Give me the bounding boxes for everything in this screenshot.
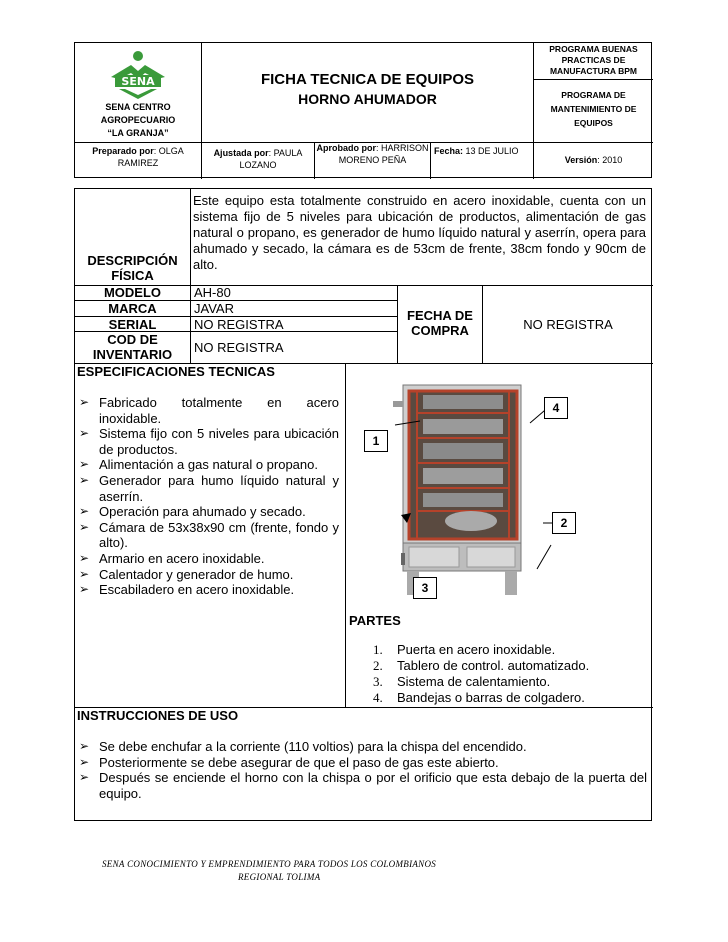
prepared-by: Preparado por: OLGA RAMIREZ [92,146,184,168]
spec-item [75,567,339,583]
serial-label: SERIAL [108,317,157,332]
spec-item-text: Escabiladero en acero inoxidable. [99,582,295,598]
spec-item-text: Sistema fijo con 5 niveles para ubicación de productos. [99,426,339,457]
footer-region: REGIONAL TOLIMA [238,872,321,882]
technical-sheet [74,188,652,821]
callout-4: 4 [544,397,568,419]
model-value: AH-80 [194,285,231,300]
parts-list [373,642,589,706]
model-label: MODELO [103,285,162,300]
arrow-bullet-icon: ➢ [79,550,90,565]
part-number: 3. [373,674,383,689]
date: Fecha: 13 DE JULIO [434,146,519,156]
footer-slogan: SENA CONOCIMIENTO Y EMPRENDIMIENTO PARA TODOS LOS COLOMBIANOS [102,859,437,869]
arrow-bullet-icon: ➢ [79,472,90,487]
spec-item-text: Calentador y generador de humo. [99,566,294,582]
inventory-label: COD DE INVENTARIO [92,332,173,362]
inventory-value: NO REGISTRA [194,340,284,355]
spec-item-text: Armario en acero inoxidable. [99,550,265,566]
arrow-bullet-icon: ➢ [79,457,90,472]
sena-logo [105,49,171,101]
spec-item [75,473,339,504]
adjusted-by: Ajustada por: PAULA LOZANO [213,148,303,170]
arrow-bullet-icon: ➢ [79,770,90,785]
part-text: Bandejas o barras de colgadero. [397,690,585,705]
description-label: DESCRIPCIÓN FÍSICA [87,253,178,283]
part-text: Puerta en acero inoxidable. [397,642,556,657]
part-item [373,674,589,690]
part-item [373,658,589,674]
spec-item [75,504,339,520]
page-title: FICHA TECNICA DE EQUIPOS [260,71,475,88]
version: Versión: 2010 [564,155,623,165]
description-text: Este equipo esta totalmente construido en acero inoxidable, cuenta con un sistema fijo de 5 niveles para ubicación de productos, alimentación de gas natural o propano, es generador de humo líquido natural y aserrín, opera para ahumado y secado, la cámara es de 53cm de frente, 38cm fondo y 90cm de alto. [193,193,646,272]
spec-item [75,582,339,598]
callout-arrows [365,383,625,603]
parts-title: PARTES [349,613,401,628]
spec-item-text: Operación para ahumado y secado. [99,504,306,520]
callout-1: 1 [364,430,388,452]
instructions-title: INSTRUCCIONES DE USO [77,708,239,723]
spec-item [75,457,339,473]
org-sub: “LA GRANJA” [107,128,169,138]
arrow-bullet-icon: ➢ [79,426,90,441]
instruction-item-text: Posteriormente se debe asegurar de que el paso de gas este abierto. [99,754,499,770]
specs-list [75,395,339,598]
part-text: Tablero de control. automatizado. [397,658,590,673]
part-item [373,642,589,658]
spec-item [75,551,339,567]
serial-value: NO REGISTRA [194,317,284,332]
spec-item-text: Cámara de 53x38x90 cm (frente, fondo y alto). [99,519,339,551]
specs-title: ESPECIFICACIONES TECNICAS [77,364,275,379]
purchase-date-value: NO REGISTRA [523,317,613,332]
spec-item-text: Generador para humo líquido natural y aserrín. [99,472,339,504]
program-bpm: PROGRAMA BUENAS PRACTICAS DE MANUFACTURA BPM [549,44,638,76]
brand-value: JAVAR [194,301,234,316]
part-number: 2. [373,658,383,673]
instruction-item [75,770,647,801]
part-text: Sistema de calentamiento. [397,674,551,689]
spec-item-text: Fabricado totalmente en acero inoxidable. [99,395,339,426]
callout-3: 3 [413,577,437,599]
logo-text: SENA [121,75,155,88]
spec-item-text: Alimentación a gas natural o propano. [99,457,318,473]
instructions-list [75,739,647,801]
instruction-item [75,755,647,771]
org-name: SENA CENTRO AGROPECUARIO [100,102,176,125]
arrow-bullet-icon: ➢ [79,582,90,597]
arrow-bullet-icon: ➢ [79,395,90,409]
callout-2: 2 [552,512,576,534]
arrow-bullet-icon: ➢ [79,754,90,769]
arrow-bullet-icon: ➢ [79,566,90,581]
instruction-item-text: Se debe enchufar a la corriente (110 voltios) para la chispa del encendido. [99,739,527,754]
part-item [373,690,589,706]
page-subtitle: HORNO AHUMADOR [298,91,437,107]
program-maintenance: PROGRAMA DE MANTENIMIENTO DE EQUIPOS [550,90,637,128]
part-number: 1. [373,642,383,657]
instruction-item-text: Después se enciende el horno con la chispa o por el orificio que esta debajo de la puerta del equipo. [99,770,647,801]
purchase-date-label: FECHA DE COMPRA [407,308,473,338]
approved-by: Aprobado por: HARRISON MORENO PEÑA [316,143,429,165]
instruction-item [75,739,647,755]
header-table [74,42,652,178]
brand-label: MARCA [108,301,157,316]
arrow-bullet-icon: ➢ [79,504,90,519]
arrow-bullet-icon: ➢ [79,519,90,534]
spec-item [75,520,339,551]
spec-item [75,395,339,426]
part-number: 4. [373,690,383,705]
arrow-bullet-icon: ➢ [79,739,90,753]
spec-item [75,426,339,457]
